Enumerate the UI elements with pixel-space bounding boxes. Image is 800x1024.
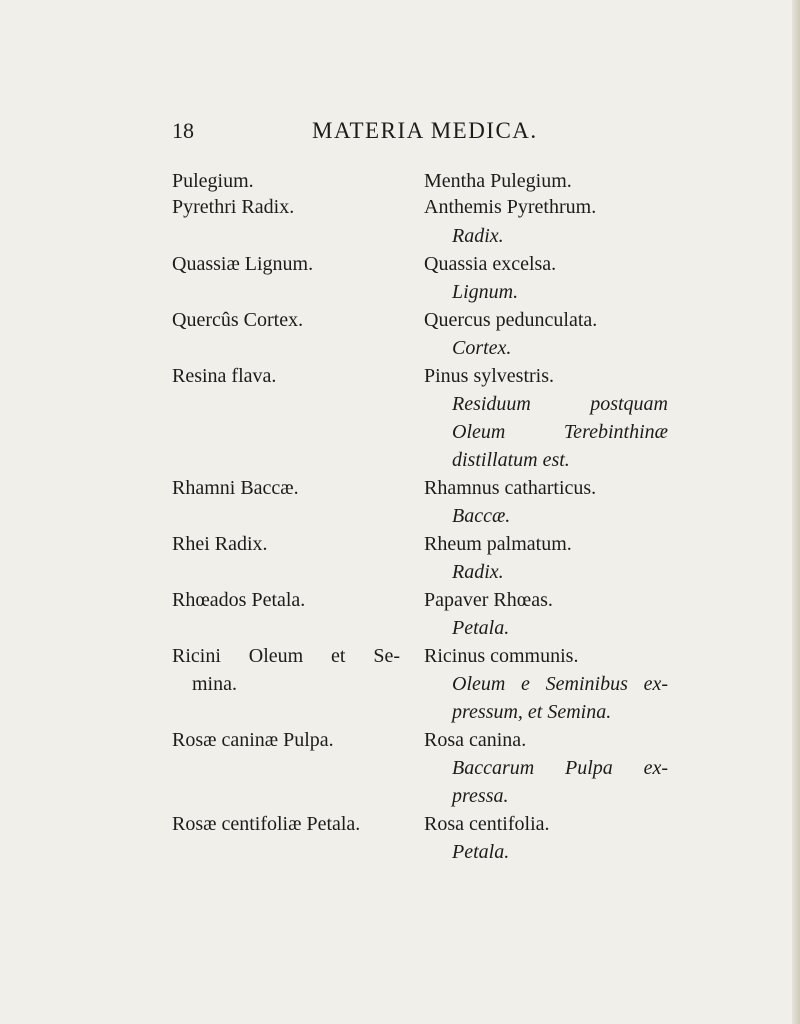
entry-part: Lignum. — [452, 281, 519, 303]
entry-part: pressa. — [452, 785, 509, 807]
entry-name: Rosæ centifoliæ Petala. — [172, 813, 361, 835]
entry-part: Petala. — [452, 617, 510, 639]
entry-source: Mentha Pulegium. — [424, 170, 572, 192]
entry-name: Quercûs Cortex. — [172, 309, 304, 331]
entry-source: Anthemis Pyrethrum. — [424, 196, 597, 218]
entry-name: Rhei Radix. — [172, 533, 268, 555]
entry-part: Residuum postquam — [452, 393, 668, 415]
entry-name: Pyrethri Radix. — [172, 196, 295, 218]
entry-part: Baccæ. — [452, 505, 511, 527]
entry-name: Rhamni Baccæ. — [172, 477, 299, 499]
entry-part: pressum, et Semina. — [452, 701, 612, 723]
entry-part: distillatum est. — [452, 449, 570, 471]
entry-part: Radix. — [452, 561, 504, 583]
entry-name: Ricini Oleum et Se- — [172, 645, 400, 667]
entry-part: Oleum Terebinthinæ — [452, 421, 668, 443]
page-number: 18 — [172, 118, 194, 143]
entry-part: Cortex. — [452, 337, 512, 359]
entry-part: Petala. — [452, 841, 510, 863]
entry-name: Resina flava. — [172, 365, 277, 387]
running-title: MATERIA MEDICA. — [312, 118, 538, 143]
entry-name-continued: mina. — [192, 673, 237, 695]
entry-source: Rheum palmatum. — [424, 533, 572, 555]
entry-source: Rhamnus catharticus. — [424, 477, 597, 499]
entry-source: Quassia excelsa. — [424, 253, 557, 275]
entry-part: Radix. — [452, 225, 504, 247]
entry-name: Pulegium. — [172, 170, 254, 192]
entry-source: Rosa centifolia. — [424, 813, 550, 835]
entry-name: Rosæ caninæ Pulpa. — [172, 729, 334, 751]
entry-part: Oleum e Seminibus ex- — [452, 673, 668, 695]
entry-part: Baccarum Pulpa ex- — [452, 757, 668, 779]
entry-source: Ricinus communis. — [424, 645, 579, 667]
entry-source: Quercus pedunculata. — [424, 309, 598, 331]
entry-name: Rhœados Petala. — [172, 589, 306, 611]
entry-source: Rosa canina. — [424, 729, 527, 751]
entry-source: Pinus sylvestris. — [424, 365, 555, 387]
entry-source: Papaver Rhœas. — [424, 589, 553, 611]
entry-name: Quassiæ Lignum. — [172, 253, 314, 275]
